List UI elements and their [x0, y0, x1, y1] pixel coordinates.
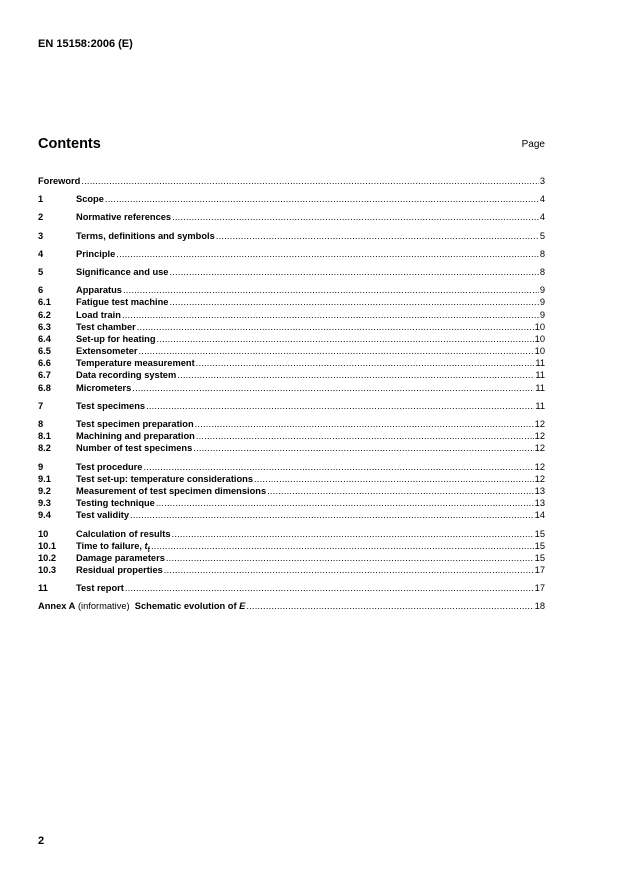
toc-entry-title: Measurement of test specimen dimensions [76, 485, 267, 496]
toc-entry-page: 17 [534, 583, 545, 594]
toc-entry-page: 11 [535, 382, 545, 393]
toc-leader-dots [139, 345, 534, 357]
toc-entry-number: 9.3 [38, 498, 51, 509]
toc-entry-title: Terms, definitions and symbols [76, 230, 215, 241]
toc-entry[interactable] [38, 497, 545, 509]
toc-entry-number: 4 [38, 248, 44, 259]
page-title: Contents [38, 136, 101, 152]
toc-entry-title: Foreword [38, 176, 81, 186]
toc-entry-number: 10.3 [38, 565, 57, 576]
toc-entry-title: Test procedure [76, 461, 143, 472]
toc-leader-dots [157, 333, 534, 345]
toc-entry[interactable] [38, 582, 545, 594]
toc-entry-page: 12 [534, 473, 545, 484]
toc-entry-number: 10.2 [38, 552, 57, 563]
toc-entry-page: 9 [539, 285, 545, 296]
toc-leader-dots [116, 248, 539, 260]
toc-entry-number: 7 [38, 400, 44, 411]
toc-entry[interactable] [38, 309, 545, 321]
annex-variable: E [239, 601, 246, 612]
toc-entry-page: 4 [539, 194, 545, 205]
toc-entry[interactable] [38, 418, 545, 430]
toc-entry[interactable] [38, 333, 545, 345]
toc-entry[interactable] [38, 540, 545, 552]
toc-entry-number: 6.5 [38, 346, 51, 357]
toc-entry[interactable] [38, 230, 545, 242]
toc-entry[interactable] [38, 357, 545, 369]
toc-entry-page: 12 [534, 431, 545, 442]
toc-entry-page: 15 [534, 528, 545, 539]
toc-entry[interactable] [38, 442, 545, 454]
toc-entry-number: 9.2 [38, 485, 51, 496]
toc-entry-title: Normative references [76, 212, 172, 223]
toc-entry-title: Testing technique [76, 498, 155, 509]
toc-entry-title: Damage parameters [76, 552, 165, 563]
toc-entry[interactable] [38, 211, 545, 223]
toc-entry-page: 8 [539, 248, 545, 259]
toc-entry-number: 6.1 [38, 297, 51, 308]
toc-entry-number: 10.1 [38, 540, 57, 551]
toc-entry-title: Test chamber [76, 321, 136, 332]
toc-entry-number: 9 [38, 461, 44, 472]
toc-entry-page: 11 [535, 370, 545, 381]
toc-entry-number: 8 [38, 419, 44, 429]
toc-entry-page: 14 [534, 510, 545, 521]
toc-entry-page: 4 [539, 212, 545, 223]
toc-leader-dots [246, 600, 533, 612]
toc-entry[interactable] [38, 509, 545, 521]
toc-entry-page: 10 [534, 333, 545, 344]
toc-leader-dots [172, 211, 539, 223]
toc-leader-dots [193, 442, 533, 454]
toc-leader-dots [143, 461, 533, 473]
toc-leader-dots [166, 552, 534, 564]
toc-entry-subscript: f [147, 546, 150, 554]
toc-entry-title: Residual properties [76, 565, 163, 576]
toc-leader-dots [216, 230, 539, 242]
toc-entry-number: 6.6 [38, 358, 51, 369]
toc-entry-title: Number of test specimens [76, 443, 193, 454]
toc-leader-dots [151, 540, 534, 552]
toc-entry-title: Temperature measurement [76, 358, 195, 369]
toc-entry[interactable] [38, 528, 545, 540]
toc-entry-page: 12 [534, 461, 545, 472]
toc-entry-title: Data recording system [76, 370, 177, 381]
toc-entry[interactable] [38, 552, 545, 564]
toc-leader-dots [177, 369, 534, 381]
toc-entry-title: Significance and use [76, 266, 169, 277]
toc-entry-number: 3 [38, 230, 44, 241]
toc-leader-dots [156, 497, 534, 509]
toc-entry-title: Micrometers [76, 382, 132, 393]
toc-entry[interactable] [38, 248, 545, 260]
toc-entry-title: Set-up for heating [76, 333, 156, 344]
toc-leader-dots [172, 528, 534, 540]
toc-entry-page: 10 [534, 321, 545, 332]
toc-entry-title: Load train [76, 309, 121, 320]
toc-entry-variable: t [144, 540, 148, 551]
toc-entry[interactable] [38, 369, 545, 381]
toc-leader-dots [123, 284, 539, 296]
toc-entry-title: Test specimens [76, 400, 146, 411]
toc-leader-dots [195, 418, 534, 430]
toc-entry-number: 10 [38, 528, 49, 539]
toc-leader-dots [130, 509, 534, 521]
toc-entry-number: 6.4 [38, 333, 51, 344]
toc-entry-title: Test report [76, 583, 124, 594]
toc-entry[interactable] [38, 473, 545, 485]
toc-leader-dots [122, 309, 539, 321]
toc-entry[interactable] [38, 461, 545, 473]
toc-entry-title: Test validity [76, 510, 130, 521]
toc-leader-dots [146, 400, 534, 412]
toc-leader-dots [132, 382, 534, 394]
annex-informative-note: (informative) [75, 601, 130, 612]
toc-entry-page: 3 [539, 176, 545, 186]
toc-entry-title: Machining and preparation [76, 431, 195, 442]
toc-entry-number: 9.1 [38, 473, 51, 484]
toc-entry-number: 1 [38, 194, 44, 205]
toc-entry-title: Calculation of results [76, 528, 171, 539]
toc-leader-dots [137, 321, 534, 333]
toc-entry-title: Principle [76, 248, 116, 259]
toc-entry[interactable] [38, 193, 545, 205]
page-column-label: Page [521, 139, 545, 150]
toc-annex-page: 18 [534, 601, 545, 612]
toc-entry-title: Time to failure, $t_f$ [76, 540, 150, 554]
toc-entry[interactable] [38, 564, 545, 576]
toc-entry-page: 15 [534, 540, 545, 551]
toc-entry-page: 9 [539, 309, 545, 320]
toc-entry-page: 11 [535, 400, 545, 411]
toc-entry[interactable] [38, 284, 545, 296]
toc-entry-title: Apparatus [76, 285, 122, 296]
toc-annex-entry[interactable] [38, 600, 545, 612]
toc-entry-page: 12 [534, 419, 545, 429]
toc-entry-page: 5 [539, 230, 545, 241]
toc-leader-dots [254, 473, 534, 485]
toc-entry-number: 11 [38, 583, 48, 594]
toc-entry-number: 6.3 [38, 321, 51, 332]
toc-entry-number: 2 [38, 212, 44, 223]
toc-entry[interactable] [38, 485, 545, 497]
toc-entry[interactable] [38, 430, 545, 442]
toc-leader-dots [81, 175, 538, 187]
toc-entry[interactable] [38, 296, 545, 308]
toc-entry-number: 8.1 [38, 431, 51, 442]
toc-annex-title: Annex A (informative) Schematic evolution of E [38, 601, 246, 612]
toc-entry-title: Fatigue test machine [76, 297, 169, 308]
toc-entry-title: Test specimen preparation [76, 419, 194, 429]
toc-entry-number: 5 [38, 266, 44, 277]
toc-leader-dots [196, 357, 535, 369]
toc-entry-number: 6.2 [38, 309, 51, 320]
toc-entry-number: 6.7 [38, 370, 51, 381]
toc-entry-page: 8 [539, 266, 545, 277]
toc-entry[interactable] [38, 382, 545, 394]
toc-entry-number: 8.2 [38, 443, 51, 454]
toc-entry[interactable] [38, 175, 545, 187]
toc-leader-dots [125, 582, 534, 594]
toc-leader-dots [169, 296, 538, 308]
toc-leader-dots [105, 193, 539, 205]
toc-leader-dots [196, 430, 534, 442]
toc-entry-page: 9 [539, 297, 545, 308]
toc-entry[interactable] [38, 345, 545, 357]
toc-entry-number: 6 [38, 285, 44, 296]
toc-leader-dots [169, 266, 538, 278]
toc-entry-number: 6.8 [38, 382, 51, 393]
page-number: 2 [38, 835, 45, 847]
toc-entry[interactable] [38, 321, 545, 333]
toc-entry-page: 13 [534, 485, 545, 496]
toc-entry-title: Test set-up: temperature considerations [76, 473, 254, 484]
toc-entry-page: 17 [534, 565, 545, 576]
document-header: EN 15158:2006 (E) [38, 38, 133, 50]
toc-entry-page: 15 [534, 552, 545, 563]
toc-entry[interactable] [38, 266, 545, 278]
toc-entry[interactable] [38, 400, 545, 412]
toc-entry-page: 11 [535, 358, 545, 369]
table-of-contents [38, 175, 545, 613]
toc-leader-dots [164, 564, 534, 576]
toc-entry-title: Extensometer [76, 346, 138, 357]
toc-entry-page: 10 [534, 346, 545, 357]
toc-entry-title: Scope [76, 194, 104, 205]
toc-leader-dots [267, 485, 534, 497]
toc-entry-page: 13 [534, 498, 545, 509]
toc-entry-number: 9.4 [38, 510, 51, 521]
toc-entry-page: 12 [534, 443, 545, 454]
